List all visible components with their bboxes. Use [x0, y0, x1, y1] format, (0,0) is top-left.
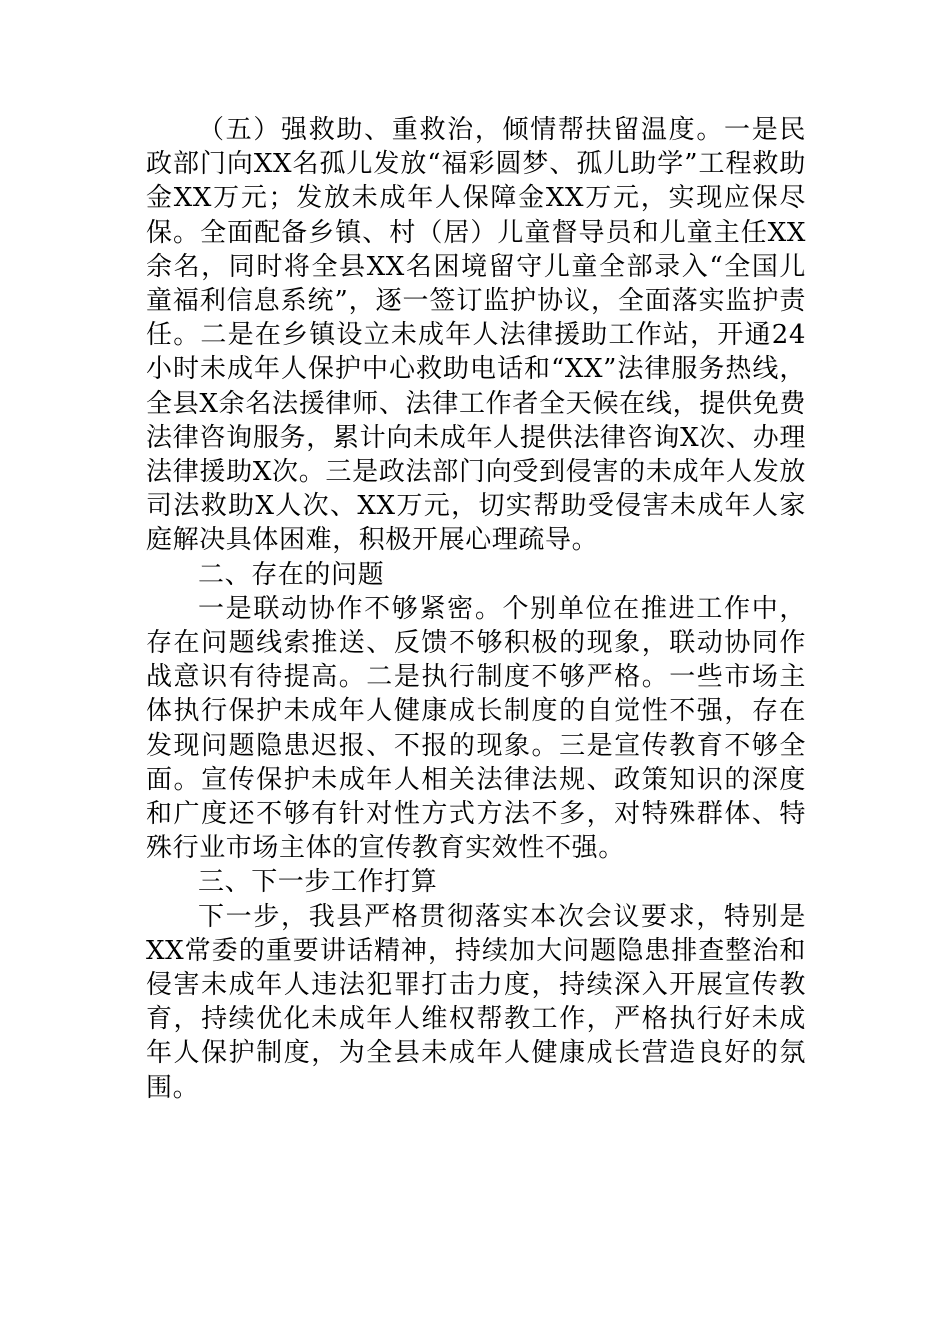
document-page [146, 113, 806, 1105]
heading-next-steps: 三、下一步工作打算 [198, 867, 438, 898]
heading-existing-problems: 二、存在的问题 [198, 559, 385, 590]
paragraph-problems: 一是联动协作不够紧密。个别单位在推进工作中，存在问题线索推送、反馈不够积极的现象，联动协同作战意识有待提高。二是执行制度不够严格。一些市场主体执行保护未成年人健康成长制度的自觉性不强，存在发现问题隐患迟报、不报的现象。三是宣传教育不够全面。宣传保护未成年人相关法律法规、政策知识的深度和广度还不够有针对性方式方法不多，对特殊群体、特殊行业市场主体的宣传教育实效性不强。 [146, 593, 806, 864]
paragraph-rescue-assistance: （五）强救助、重救治，倾情帮扶留温度。一是民政部门向XX名孤儿发放“福彩圆梦、孤儿助学”工程救助金XX万元；发放未成年人保障金XX万元，实现应保尽保。全面配备乡镇、村（居）儿童督导员和儿童主任XX余名，同时将全县XX名困境留守儿童全部录入“全国儿童福利信息系统”，逐一签订监护协议，全面落实监护责任。二是在乡镇设立未成年人法律援助工作站，开通24小时未成年人保护中心救助电话和“XX”法律服务热线，全县X余名法援律师、法律工作者全天候在线，提供免费法律咨询服务，累计向未成年人提供法律咨询X次、办理法律援助X次。三是政法部门向受到侵害的未成年人发放司法救助X人次、XX万元，切实帮助受侵害未成年人家庭解决具体困难，积极开展心理疏导。 [146, 115, 806, 556]
paragraph-next-steps: 下一步，我县严格贯彻落实本次会议要求，特别是XX常委的重要讲话精神，持续加大问题隐患排查整治和侵害未成年人违法犯罪打击力度，持续深入开展宣传教育，持续优化未成年人维权帮教工作，严格执行好未成年人保护制度，为全县未成年人健康成长营造良好的氛围。 [146, 901, 806, 1103]
